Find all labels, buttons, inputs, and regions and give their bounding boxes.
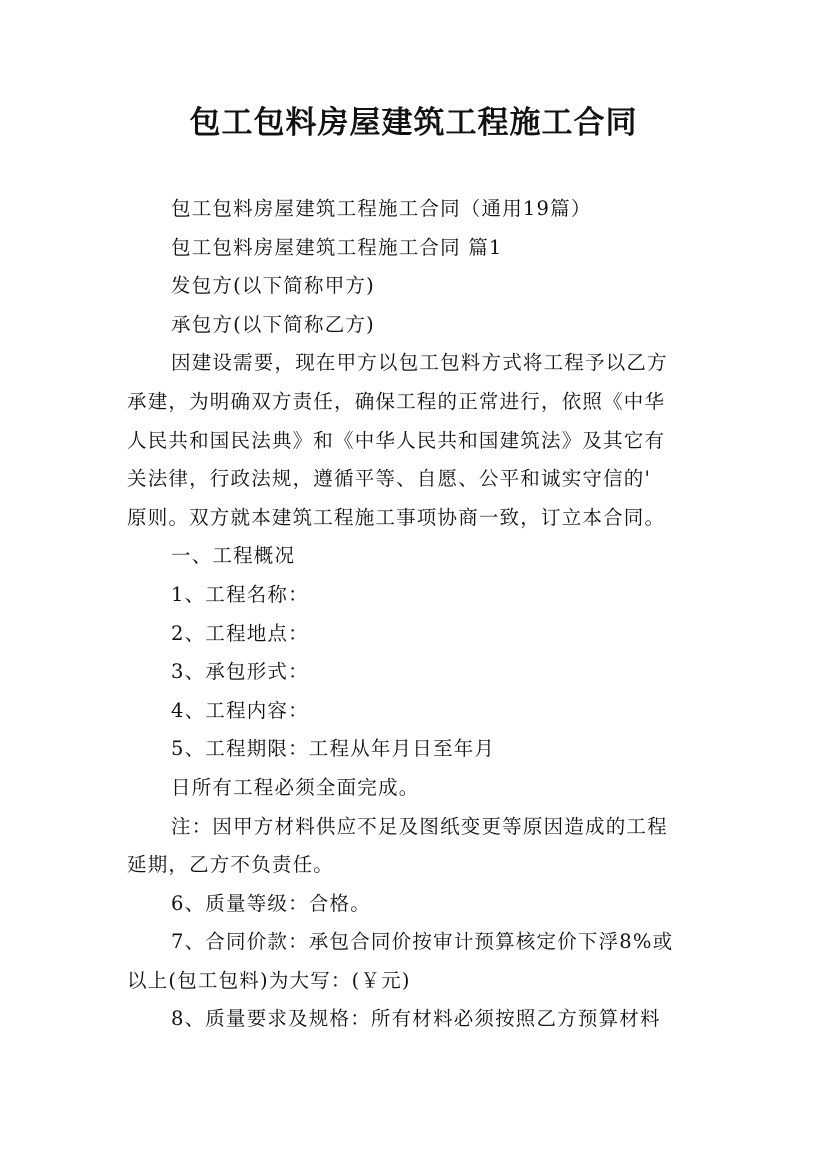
paragraph [127,769,712,808]
text-line: 人民共和国民法典》和《中华人民共和国建筑法》及其它有 [127,428,666,452]
text-line: 5、工程期限：工程从年月日至年月 [171,737,496,761]
text-line: 发包方(以下简称甲方) [171,274,375,298]
paragraph [127,808,712,885]
paragraph [127,923,712,1000]
paragraph [127,576,712,615]
document-title: 包工包料房屋建筑工程施工合同 [189,105,638,141]
text-line: 承建，为明确双方责任，确保工程的正常进行，依照《中华 [127,389,666,413]
text-line: 原则。双方就本建筑工程施工事项协商一致，订立本合同。 [127,505,666,529]
paragraph [127,1000,712,1039]
text-line: 以上(包工包料)为大写：(￥元) [127,968,411,992]
paragraph [127,267,712,306]
paragraph [127,190,712,229]
text-line: 包工包料房屋建筑工程施工合同（通用19篇） [171,197,592,220]
paragraph [127,306,712,345]
text-line: 7、合同价款：承包合同价按审计预算核定价下浮8%或 [171,930,674,954]
text-line: 一、工程概况 [171,544,296,568]
paragraph [127,730,712,769]
paragraph [127,615,712,654]
text-line: 关法律，行政法规，遵循平等、自愿、公平和诚实守信的' [127,467,652,491]
text-line: 日所有工程必须全面完成。 [171,775,420,799]
text-line: 承包方(以下简称乙方) [171,312,375,336]
paragraph [127,537,712,576]
document-body [127,190,712,1039]
text-line: 包工包料房屋建筑工程施工合同 篇1 [171,235,503,259]
paragraph [127,653,712,692]
paragraph [127,885,712,924]
text-line: 因建设需要，现在甲方以包工包料方式将工程予以乙方 [171,351,668,375]
text-line: 延期，乙方不负责任。 [127,853,335,877]
paragraph [127,692,712,731]
text-line: 注：因甲方材料供应不足及图纸变更等原因造成的工程 [171,814,668,838]
text-line: 6、质量等级：合格。 [171,891,371,915]
text-line: 3、承包形式： [171,660,309,684]
text-line: 8、质量要求及规格：所有材料必须按照乙方预算材料 [171,1007,661,1031]
text-line: 2、工程地点： [171,621,309,645]
paragraph [127,229,712,268]
text-line: 1、工程名称： [171,582,309,606]
text-line: 4、工程内容： [171,698,309,722]
paragraph [127,344,712,537]
